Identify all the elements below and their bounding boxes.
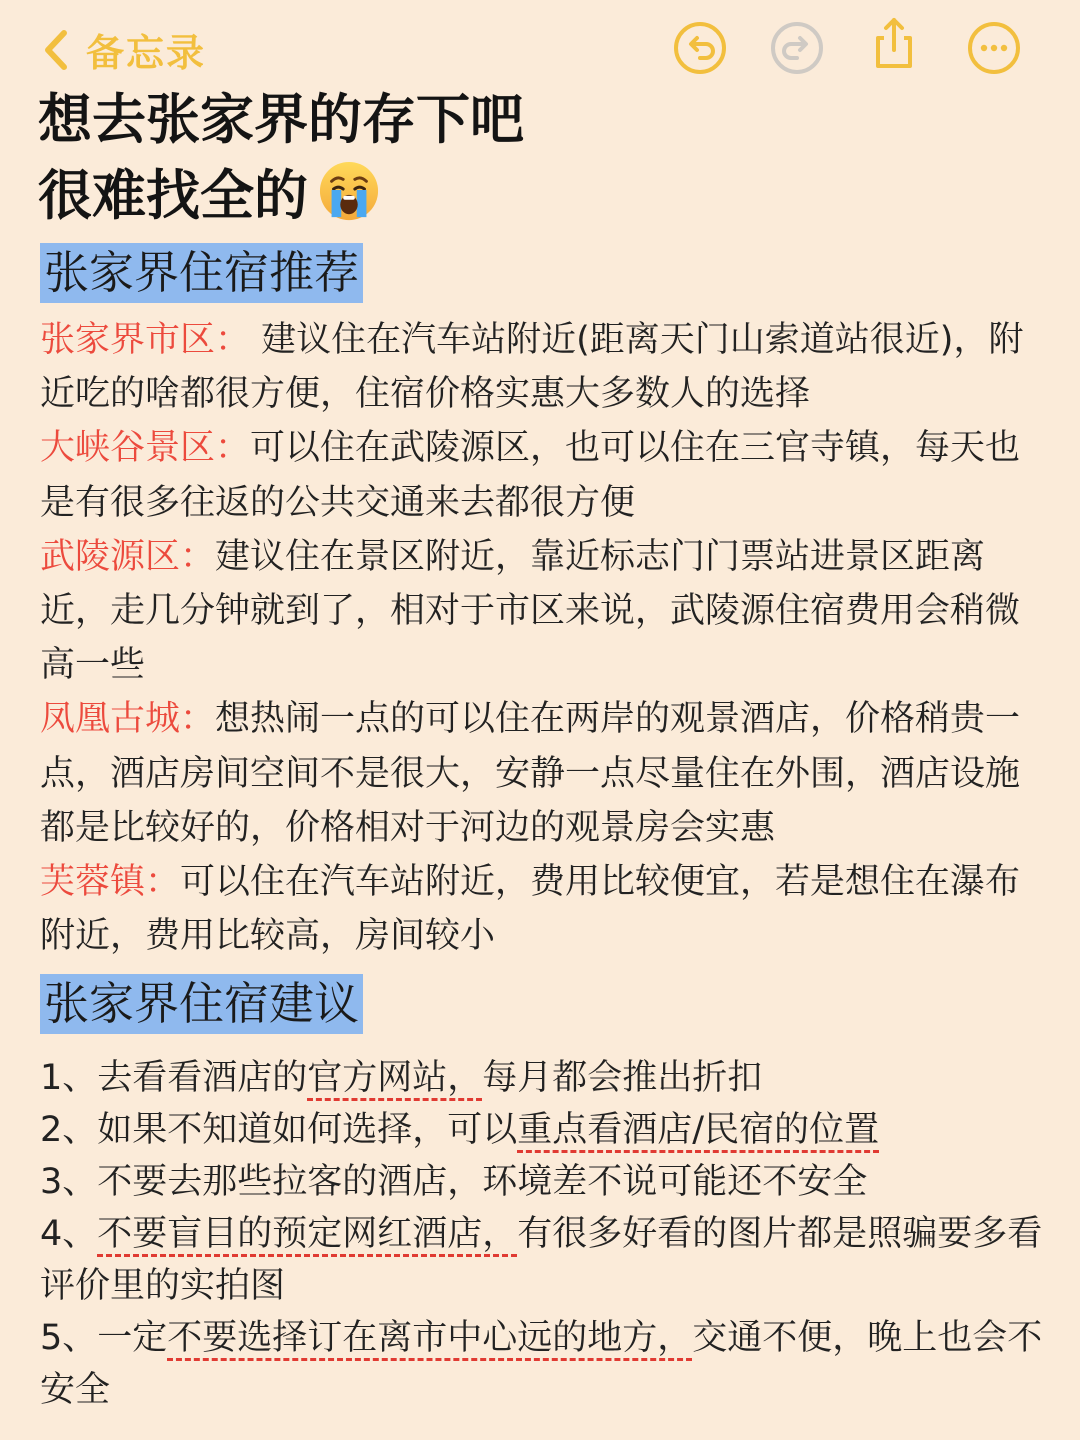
title-line-1: 想去张家界的存下吧 [38,88,524,151]
location-label: 武陵源区： [40,536,216,577]
recommendation-text: 建议住在汽车站附近(距离天门山索道站很近)，附近吃的啥都很方便，住宿价格实惠大多数人的选择 [40,320,1024,415]
location-label: 凤凰古城： [40,699,216,740]
advice-text: 3、不要去那些拉客的酒店，环境差不说可能还不安全 [40,1162,868,1202]
recommendation-text: 想热闹一点的可以住在两岸的观景酒店，价格稍贵一点，酒店房间空间不是很大，安静一点尽量住在外围，酒店设施都是比较好的，价格相对于河边的观景房会实惠 [40,699,1021,848]
recommendation-item [40,313,1050,421]
advice-item [40,1208,1050,1312]
redo-icon[interactable] [769,20,825,76]
location-label: 芙蓉镇： [40,862,181,903]
advice-item [40,1312,1050,1416]
recommendations-list [40,313,1050,963]
crying-face-icon [318,160,380,222]
share-icon[interactable] [866,14,922,70]
advice-text: 有很多好看的图片都是照骗要多看评价里的实拍图 [40,1214,1043,1306]
advice-underlined-text: 重点看酒店/民宿的位置 [517,1110,880,1150]
advice-text: 5、一定 [40,1318,168,1358]
advice-text: 4、 [40,1214,98,1254]
advice-text: 2、如果不知道如何选择，可以 [40,1110,518,1150]
recommendation-item [40,855,1050,963]
advice-list [40,1052,1050,1416]
advice-item [40,1156,1050,1208]
advice-underlined-text: 不要盲目的预定网红酒店， [97,1214,518,1254]
advice-text: 每月都会推出折扣 [482,1058,763,1098]
recommendation-text: 建议住在景区附近，靠近标志门门票站进景区距离近，走几分钟就到了，相对于市区来说，武陵源住宿费用会稍微高一些 [40,536,1021,686]
advice-underlined-text: 不要选择订在离市中心远的地方， [167,1318,693,1358]
location-label: 张家界市区： [40,320,251,360]
back-button[interactable] [36,22,206,77]
back-label: 备忘录 [86,31,207,75]
advice-text: 交通不便，晚上也会不安全 [40,1318,1043,1410]
recommendation-item [40,692,1050,855]
note-title[interactable] [38,82,524,234]
section-heading-recommendations: 张家界住宿推荐 [40,243,363,303]
undo-icon[interactable] [672,20,728,76]
recommendation-item [40,421,1050,529]
location-label: 大峡谷景区： [40,428,251,469]
recommendation-item [40,530,1050,693]
chevron-left-icon [36,25,80,75]
more-icon[interactable] [966,20,1022,76]
advice-underlined-text: 官方网站， [307,1058,483,1098]
title-line-2-text: 很难找全的 [38,164,308,227]
title-line-2 [38,158,524,234]
advice-text: 1、去看看酒店的 [40,1058,308,1098]
advice-item [40,1104,1050,1156]
advice-item [40,1052,1050,1104]
section-heading-advice: 张家界住宿建议 [40,974,363,1034]
recommendation-text: 可以住在武陵源区，也可以住在三官寺镇，每天也是有很多往返的公共交通来去都很方便 [40,428,1021,523]
recommendation-text: 可以住在汽车站附近，费用比较便宜，若是想住在瀑布附近，费用比较高，房间较小 [40,862,1021,957]
